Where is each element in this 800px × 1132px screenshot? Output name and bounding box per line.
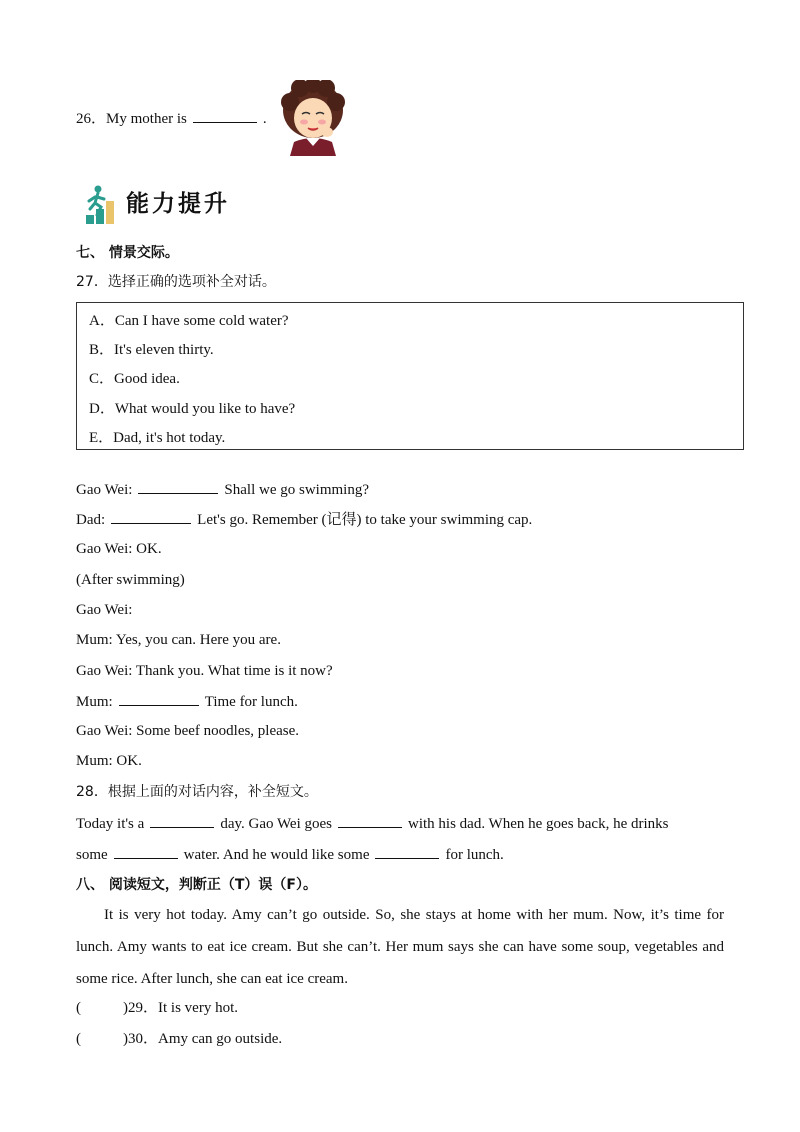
section-7-heading: 七、 情景交际。 — [76, 245, 179, 261]
dialogue-line-7: Gao Wei: Thank you. What time is it now? — [76, 663, 333, 679]
dialogue-line-6: Mum: Yes, you can. Here you are. — [76, 632, 281, 648]
running-person-icon — [84, 185, 120, 225]
banner-title: 能力提升 — [126, 191, 230, 217]
answer-blank[interactable] — [119, 691, 199, 706]
answer-blank[interactable] — [338, 813, 402, 828]
dialogue-line-1: Gao Wei: Shall we go swimming? — [76, 479, 369, 500]
option-d: D．What would you like to have? — [89, 401, 296, 417]
question-29: ( )29．It is very hot. — [76, 1000, 238, 1016]
option-c: C．Good idea. — [89, 371, 180, 387]
answer-blank[interactable] — [138, 479, 218, 494]
answer-blank[interactable] — [375, 844, 439, 859]
dialogue-line-9: Gao Wei: Some beef noodles, please. — [76, 723, 300, 739]
answer-blank[interactable] — [150, 813, 214, 828]
reading-passage: It is very hot today. Amy can’t go outside. So, she stays at home with her mum. Now, it’s time for lunch. Amy wants to eat ice cream. But she can’t. Her mum says she can have some soup, vegetables and some rice. After lunch, she can eat ice cream. — [76, 907, 724, 987]
question-number: 26． — [76, 111, 107, 127]
question-28-line-2: some water. And he would like some for lunch. — [76, 844, 504, 865]
question-28-prompt: 28．根据上面的对话内容，补全短文。 — [76, 784, 318, 800]
dialogue-line-2: Dad: Let's go. Remember (记得) to take your swimming cap. — [76, 509, 532, 530]
question-26: 26．My mother is . — [76, 108, 267, 129]
section-8-heading: 八、 阅读短文，判断正（T）误（F）。 — [76, 877, 317, 893]
question-30: ( )30．Amy can go outside. — [76, 1031, 283, 1047]
option-a: A．Can I have some cold water? — [89, 313, 289, 329]
answer-blank[interactable] — [193, 108, 257, 123]
question-text: My mother is — [106, 111, 187, 127]
question-28-line-1: Today it's a day. Gao Wei goes with his dad. When he goes back, he drinks — [76, 813, 669, 834]
dialogue-line-10: Mum: OK. — [76, 753, 142, 769]
option-b: B．It's eleven thirty. — [89, 342, 214, 358]
options-box — [76, 302, 744, 450]
dialogue-line-3: Gao Wei: OK. — [76, 541, 162, 557]
question-27-prompt: 27．选择正确的选项补全对话。 — [76, 274, 276, 290]
dialogue-line-4: (After swimming) — [76, 572, 185, 588]
option-e: E．Dad, it's hot today. — [89, 430, 226, 446]
answer-blank[interactable] — [114, 844, 178, 859]
mother-cartoon-image — [280, 80, 346, 156]
dialogue-line-5: Gao Wei: — [76, 602, 133, 618]
dialogue-line-8: Mum: Time for lunch. — [76, 691, 298, 712]
answer-blank[interactable] — [111, 509, 191, 524]
